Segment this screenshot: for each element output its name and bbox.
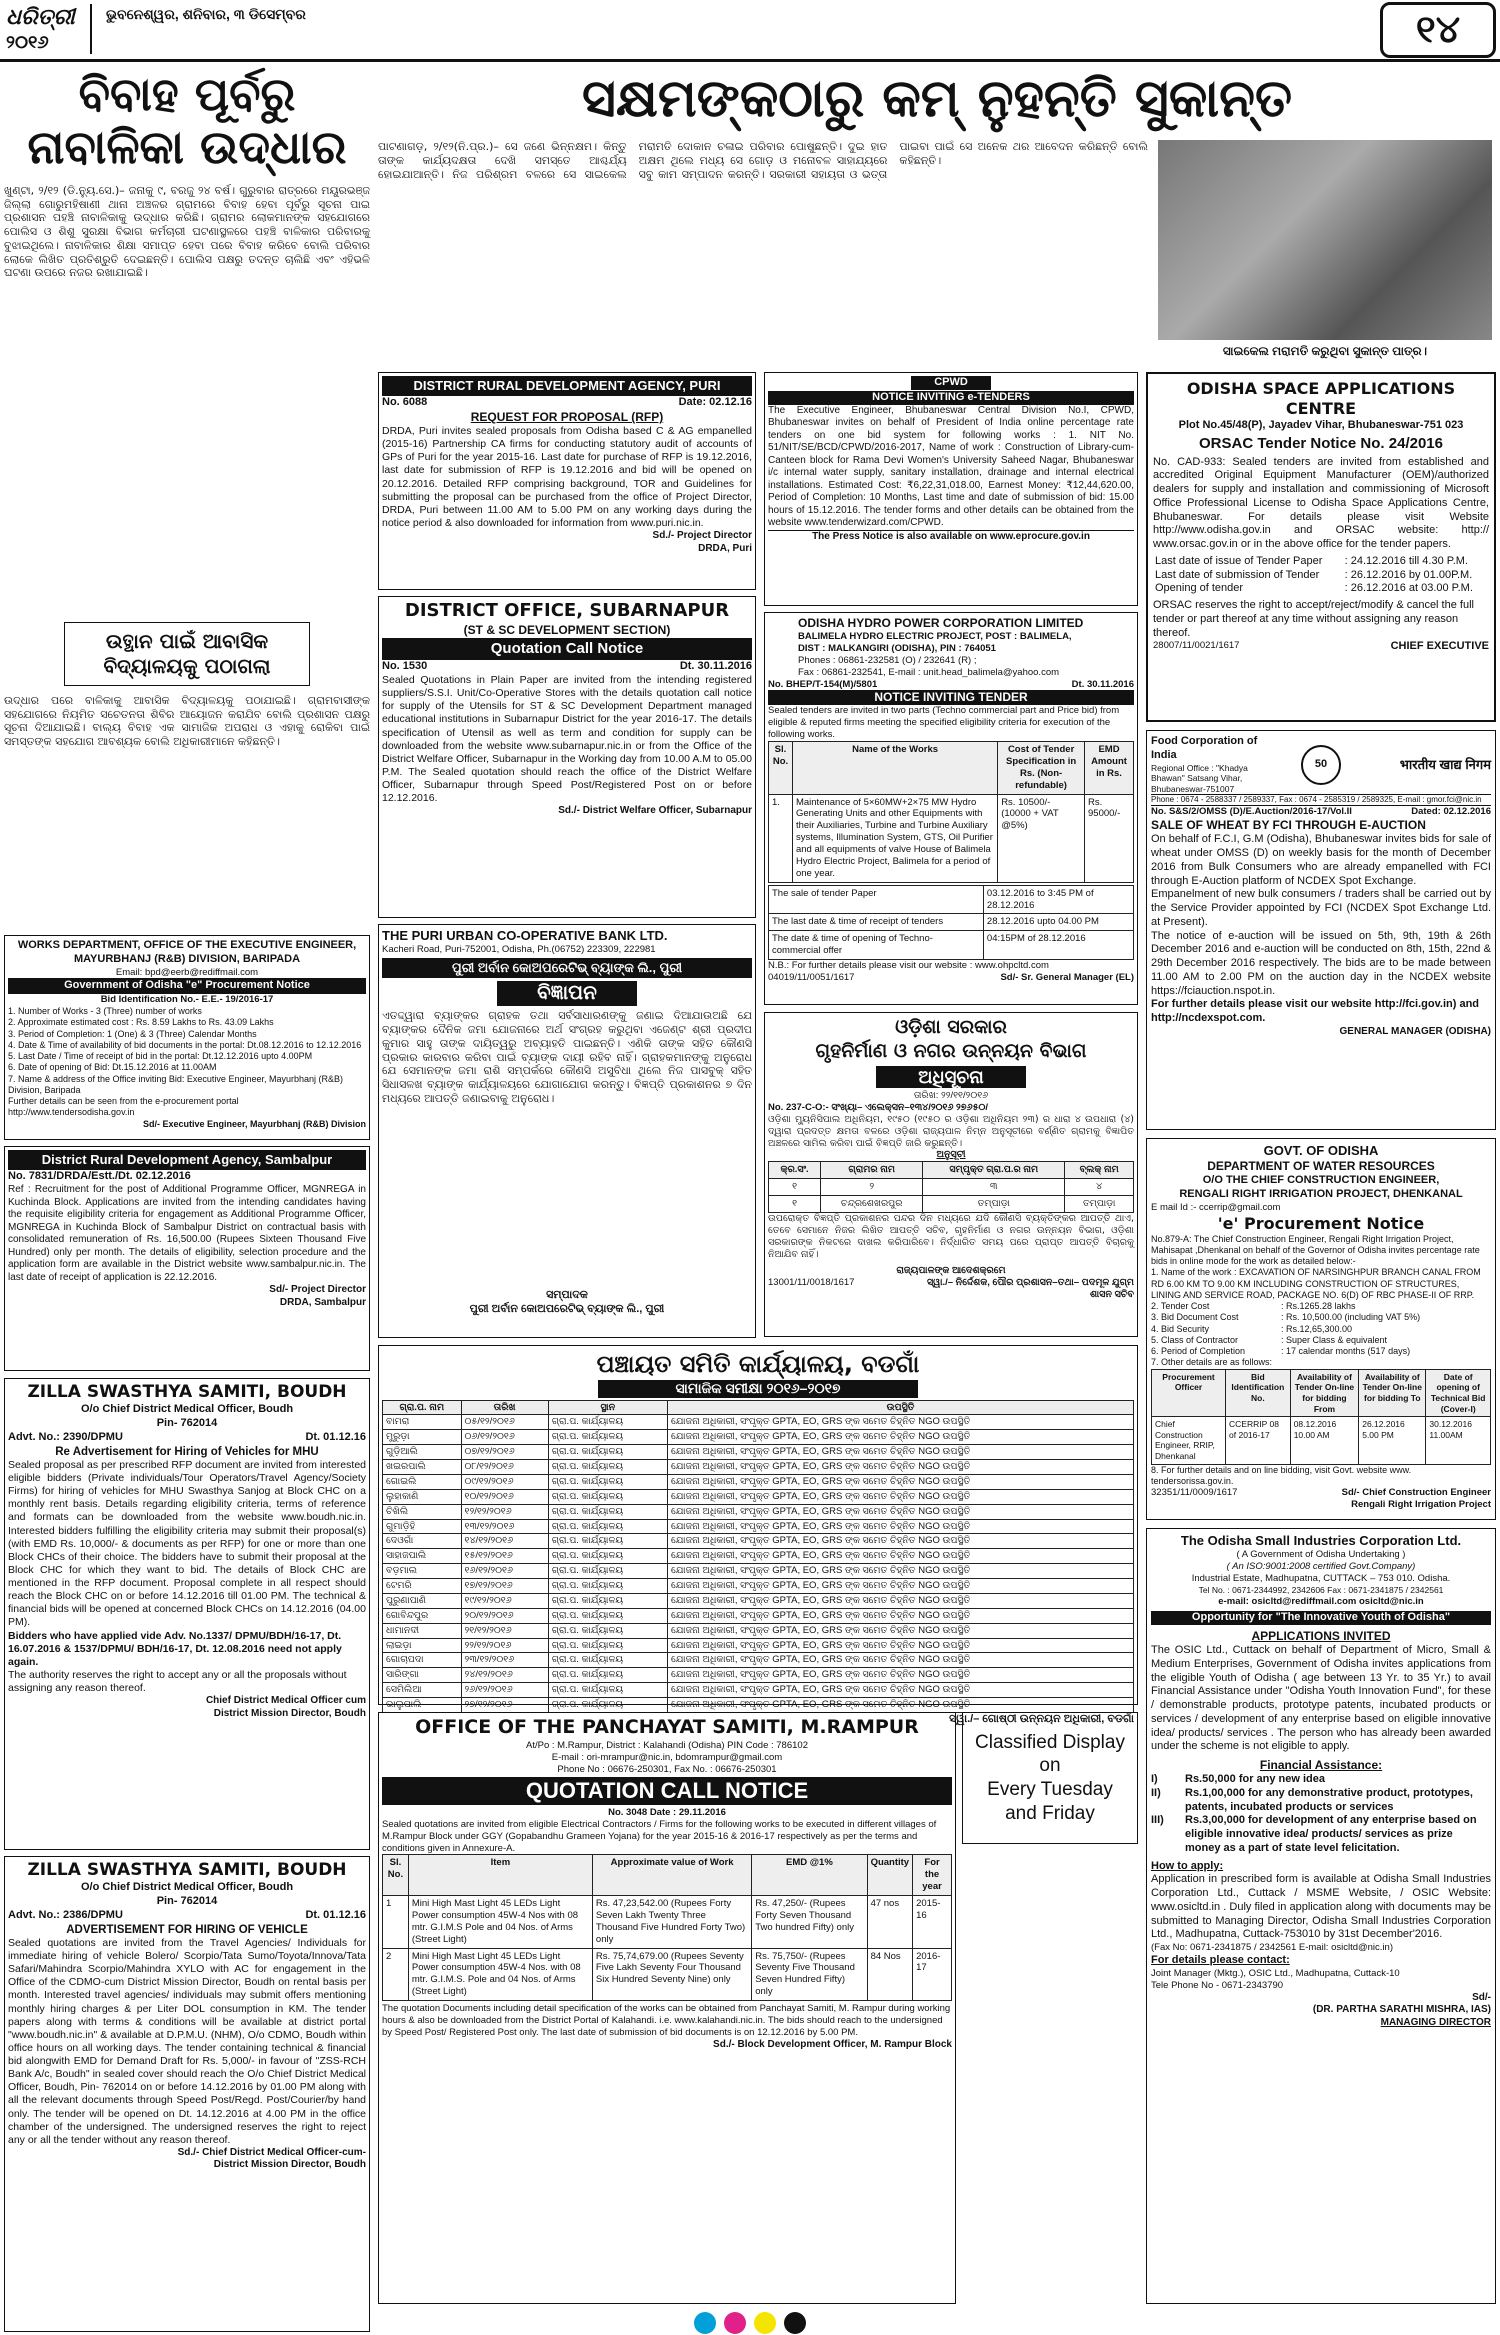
panchayat-cell: ମୁରୁଡ଼ା: [383, 1430, 462, 1445]
ohpc-date-cell: The sale of tender Paper: [769, 885, 984, 914]
mrampur-td: 1: [383, 1896, 409, 1949]
panchayat-cell: ଗୋଇଲି: [383, 1474, 462, 1489]
panchayat-cell: ଚିଖିଲି: [383, 1504, 462, 1519]
osac-date-cell: Last date of issue of Tender Paper: [1155, 554, 1323, 567]
works-line: 3. Period of Completion: 1 (One) & 3 (Three) Calendar Months: [8, 1028, 257, 1039]
ad-drda-sambalpur: District Rural Development Agency, Sambalpur No. 7831/DRDA/Estt./Dt. 02.12.2016 Ref : Recruitment for the post of Additional Programme Officer, MGNREGA in Kuchinda Block. Applications are invited from the intending candidates having the requisite eligibility criteria for engagement as Additional Programme Officer, MGNREGA in Kuchinda Block of Sambalpur District on contractual basis with consolidated remuneration of Rs. 16,500.00 (Rupees Sixteen Thousand Five Hundred) only per month. The details of eligibility, selection procedure and the application form are available in the District website www.sambalpur.nic.in. The last date of receipt of application is 22.12.2016. Sd/- Project Director DRDA, Sambalpur: [4, 1146, 370, 1371]
classified-display-box: Classified Display on Every Tuesday and Friday: [962, 1712, 1138, 1844]
panchayat-cell: ଗ୍ରା.ପ. କାର୍ଯ୍ୟାଳୟ: [548, 1549, 667, 1564]
ad-zss-boudh-2: ZILLA SWASTHYA SAMITI, BOUDH O/o Chief District Medical Officer, Boudh Pin- 762014 Advt. No.: 2386/DPMU Dt. 01.12.16 ADVERTISEMENT FOR HIRING OF VEHICLE Sealed quotations are invited from the Travel Agencies/ Individuals for immediate hiring of vehicle Bolero/ Scorpio/Tata Sumo/Toyota/Innova/Tata Safari/Mahindra Scorpio/Mahindra XYLO with AC for engagement in the Office of the CDMO-cum District Mission Director, Boudh on rental basis per month. Interested travel agencies/ individuals may submit offers mentioning monthly hiring charges & per Liter DOL consumption in KM. The tender papers along with terms & conditions will be available at district portal "www.boudh.nic.in" & available at D.P.M.U. (NHM), O/o CDMO, Boudh within office hours on all working days. The tender containing technical & financial bid alongwith EMD for Demand Draft for Rs. 5,000/- in favour of "ZSS-RCH Bank A/c, Boudh" in sealed cover should reach the O/o Chief District Medical Officer, Boudh, Pin- 762014 on or before 14.12.2016 by 01.00 PM along with all the relevant documents through Speed Post/Regd. Post/Courier/by hand only. The tender will be opened on Dt. 14.12.2016 at 4.00 PM in the office chamber of the undersigned. The undersigned reserves the right to reject any or all the tender without any reason thereof. Sd./- Chief District Medical Officer-cum- District Mission Director, Boudh: [4, 1856, 370, 2332]
panchayat-row: [383, 1698, 1134, 1713]
panchayat-cell: ୨୦/୧୨/୨୦୧୬: [461, 1608, 548, 1623]
panchayat-cell: ସ୍ଥାନ: [548, 1400, 667, 1415]
panchayat-row: [383, 1579, 1134, 1594]
ad-cpwd: CPWD NOTICE INVITING e-TENDERS The Executive Engineer, Bhubaneswar Central Division No.I, CPWD, Bhubaneswar invites on behalf of President of India online percentage rate tenders on one bid system for following works : 1. NIT No. 51/NIT/SE/BCD/CPWD/2016-2017, Name of work : Construction of Library-cum-Canteen block for Rama Devi Women's University Saheed Nagar, Bhubaneswar i/c internal water supply, sanitary installation, drainage and internal electrical installations. Estimated Cost: ₹6,22,31,018.00, Earnest Money: ₹12,44,620.00, Period of Completion: 10 Months, Last time and date of submission of bid: 15.00 hours of 15.12.2016. The tender forms and other details can be obtained from the website www.tenderwizard.com/CPWD. The Press Notice is also available on www.eprocure.gov.in: [764, 372, 1138, 606]
osac-date-cell: : 26.12.2016 by 01.00P.M.: [1344, 568, 1473, 581]
ad-osac: ODISHA SPACE APPLICATIONS CENTRE Plot No.45/48(P), Jayadev Vihar, Bhubaneswar-751 023 ORSAC Tender Notice No. 24/2016 No. CAD-933: Sealed tenders are invited from established and accredited Original Equipment Manufacturer (OEM)/authorized dealers for supply and installation and commissioning of Microsoft Office Professional License to Odisha Space Applications Centre, Bhubaneswar. For details please visit Website http://www.odisha.gov.in and ORSAC website: http:// www.orsac.gov.in or in the above office for the tender papers. Last date of issue of Tender Paper : 24.12.2016 till 4.30 P.M. Last date of submission of Tender : 26.12.2016 by 01.00P.M. Opening of tender : 26.12.2016 at 03.00 P.M. ORSAC reserves the right to accept/reject/modify & cancel the full tender or part thereof at any time without assigning any reason thereof. 28007/11/0021/1617 CHIEF EXECUTIVE: [1146, 372, 1496, 722]
panchayat-cell: ଗୋଚାପଦା: [383, 1653, 462, 1668]
ad-puri-urban-bank: THE PURI URBAN CO-OPERATIVE BANK LTD. Kacheri Road, Puri-752001, Odisha, Ph.(06752) 223309, 222981 ପୁରୀ ଅର୍ବାନ କୋଅପରେଟିଭ୍ ବ୍ୟାଙ୍କ ଲି., ପୁରୀ ବିଜ୍ଞାପନ ଏତଦ୍ଦ୍ୱାରା ବ୍ୟାଙ୍କର ଗ୍ରାହକ ତଥା ସର୍ବସାଧାରଣଙ୍କୁ ଜଣାଇ ଦିଆଯାଉଅଛି ଯେ ବ୍ୟାଙ୍କର ଦୈନିକ ଜମା ଯୋଜନାରେ ଅର୍ଥ ସଂଗ୍ରହ କରୁଥିବା ଏଜେଣ୍ଟ ଶ୍ରୀ ପ୍ରଦୀପ କୁମାର ସାହୁ ତାଙ୍କ ଦାୟିତ୍ୱରୁ ଅବ୍ୟାହତି ପାଇଛନ୍ତି। ଏଣିକି ତାଙ୍କ ସହିତ କୌଣସି ପ୍ରକାର କାରବାର କରିବା ପାଇଁ ବ୍ୟାଙ୍କ ଦାୟୀ ରହିବ ନାହିଁ। ଗ୍ରାହକମାନଙ୍କୁ ଅନୁରୋଧ ଯେ ସେମାନଙ୍କ ଜମା ରାଶି ସମ୍ପର୍କରେ କୌଣସି ଅସୁବିଧା ଥିଲେ ନିଜ ପାସବୁକ୍ ସହିତ ସିଧାସଳଖ ବ୍ୟାଙ୍କ କାର୍ଯ୍ୟାଳୟରେ ଯୋଗାଯୋଗ କରନ୍ତୁ। ବିଜ୍ଞପ୍ତି ପ୍ରକାଶନର ୭ ଦିନ ମଧ୍ୟରେ ଆପତ୍ତି ଜଣାଇବାକୁ ଅନୁରୋଧ। ସମ୍ପାଦକ ପୁରୀ ଅର୍ବାନ କୋଅପରେଟିଭ୍ ବ୍ୟାଙ୍କ ଲି., ପୁରୀ: [378, 924, 756, 1338]
osac-date-cell: : 26.12.2016 at 03.00 P.M.: [1344, 582, 1473, 595]
ohpc-date-cell: 03.12.2016 to 3:45 PM of 28.12.2016: [983, 885, 1133, 914]
panchayat-cell: ଗ୍ରା.ପ. କାର୍ଯ୍ୟାଳୟ: [548, 1489, 667, 1504]
panchayat-cell: ଧାମାନଦୀ: [383, 1623, 462, 1638]
ad-zss-boudh-1: ZILLA SWASTHYA SAMITI, BOUDH O/o Chief District Medical Officer, Boudh Pin- 762014 Advt. No.: 2390/DPMU Dt. 01.12.16 Re Advertisement for Hiring of Vehicles for MHU Sealed proposal as per prescribed RFP document are invited from interested eligible bidders (Private individuals/Tour Operators/Travel Agency/Society Firms) for hiring of vehicles for MHU Swasthya Sanjog at Block CHC on a monthly rent basis. Details regarding eligibility criteria, terms of reference and formats can be downloaded from the website www.boudh.nic.in. Interested bidders fulfilling the eligibility criteria may submit their proposal(s) (with EMD Rs. 10,000/- & documents as per RFP) for one or more than one Block CHCs of their choice. The bidders have to submit their proposal at the Block CHC for which they want to bid. The details of Block CHC are mentioned in the RFP document. Proposal complete in all respect should reach the Block CHC on or before 14.12.2016 till 01.00 PM. The technical & financial bids will be opened at concerned Block CHCs on 14.12.2016 (04.00 PM). Bidders who have applied vide Adv. No.1337/ DPMU/BDH/16-17, Dt. 16.07.2016 & 1537/DPMU/ BDH/16-17, Dt. 12.08.2016 need not apply again. The authority reserves the right to accept any or all the proposals without assigning any reason thereof. Chief District Medical Officer cum District Mission Director, Boudh: [4, 1378, 370, 1850]
panchayat-cell: ୦୮/୧୨/୨୦୧୬: [461, 1460, 548, 1475]
water-item-value: : Super Class & equivalent: [1281, 1334, 1388, 1345]
panchayat-cell: ଯୋଜନା ଅଧିକାରୀ, ସଂପୃକ୍ତ GPTA, EO, GRS ଙ୍କ ସମେତ ଚିହ୍ନିତ NGO ଉପସ୍ଥିତି: [668, 1519, 1134, 1534]
panchayat-cell: ଖଇରପାଲି: [383, 1460, 462, 1475]
panchayat-cell: ଦେଓଗାଁ: [383, 1534, 462, 1549]
story-child-marriage: [4, 68, 370, 928]
mrampur-td: Rs. 75,750/- (Rupees Seventy Five Thousand Seven Hundred Fifty) only: [752, 1948, 867, 2001]
panchayat-row: [383, 1504, 1134, 1519]
panchayat-cell: ଗ୍ରା.ପ. କାର୍ଯ୍ୟାଳୟ: [548, 1460, 667, 1475]
ohpc-date-cell: 28.12.2016 upto 04.00 PM: [983, 914, 1133, 931]
water-item-label: 4. Bid Security: [1151, 1323, 1210, 1334]
black-dot: [784, 2312, 806, 2334]
ad-fci: Food Corporation of India Regional Office : "Khadya Bhawan" Satsang Vihar, Bhubaneswar-751007 50 भारतीय खाद्य निगम Phone : 0674 - 2588337 / 2589337, Fax : 0674 - 2585319 / 2589325, E-mail : gmor.fci@nic.in No. S&S/2/OMSS (D)/E.Auction/2016-17/Vol.II Dated: 02.12.2016 SALE OF WHEAT BY FCI THROUGH E-AUCTION On behalf of F.C.I, G.M (Odisha), Bhubaneswar invites bids for sale of wheat under OMSS (D) on weekly basis for the month of December 2016 from Bulk Consumers who are already empanelled with FCI through E-Auction platform of NCDEX Spot Exchange. Empanelment of new bulk consumers / traders shall be carried out by the Service Provider appointed by FCI (NCDEX Spot Exchange Ltd. at Present). The notice of e-auction will be issued on 5th, 9th, 19th & 26th December 2016 and e-auction will be conducted on 8th, 15th, 22nd & 29th December 2016 respectively. The bids are to be made between 11.00 AM to 2.00 PM on the auction day in the NCDEX website https://fciauction.nspot.in. For further details please visit our website http://fci.gov.in) and http://ncdexspot.com. GENERAL MANAGER (ODISHA): [1146, 730, 1496, 1130]
story1-headline: ବିବାହ ପୂର୍ବରୁ ନାବାଳିକା ଉଦ୍ଧାର: [27, 67, 347, 174]
panchayat-cell: ଗ୍ରା.ପ. କାର୍ଯ୍ୟାଳୟ: [548, 1638, 667, 1653]
osac-date-row: [1153, 569, 1489, 583]
panchayat-cell: ଗ୍ରା.ପ. କାର୍ଯ୍ୟାଳୟ: [548, 1415, 667, 1430]
story1-body2: ଉଦ୍ଧାର ପରେ ବାଳିକାକୁ ଆବାସିକ ବିଦ୍ୟାଳୟକୁ ପଠାଯାଇଛି। ଗ୍ରାମବାସୀଙ୍କ ସହଯୋଗରେ ନିୟମିତ ସଚେତନତା ଶିବିର ଆୟୋଜନ କରାଯିବ ବୋଲି ପ୍ରଶାସନ ପକ୍ଷରୁ ସୂଚନା ଦିଆଯାଇଛି। ବାଲ୍ୟ ବିବାହ ଏକ ସାମାଜିକ ଅପରାଧ ଓ ଏହାକୁ ରୋକିବା ପାଇଁ ସମସ୍ତଙ୍କ ସହଯୋଗ ଆବଶ୍ୟକ ବୋଲି ଅଧିକାରୀମାନେ କହିଛନ୍ତି।: [4, 693, 370, 749]
osic-fin-num: I): [1151, 1773, 1158, 1786]
panchayat-cell: ଗ୍ରା.ପ. କାର୍ଯ୍ୟାଳୟ: [548, 1668, 667, 1683]
water-item: [1151, 1335, 1491, 1346]
water-th: Availability of Tender On-line for bidding To: [1359, 1369, 1426, 1417]
works-line: 5. Last Date / Time of receipt of bid in the portal: Dt.12.12.2016 upto 4.00PM: [8, 1051, 313, 1061]
ohpc-table: [768, 741, 1134, 883]
ohpc-date-row: [769, 914, 1134, 931]
panchayat-cell: ଗ୍ରା.ପ. କାର୍ଯ୍ୟାଳୟ: [548, 1608, 667, 1623]
osic-fin-item: [1151, 1773, 1491, 1787]
ohpc-date-row: [769, 931, 1134, 960]
mrampur-td: Rs. 47,23,542.00 (Rupees Forty Seven Lakh Twenty Three Thousand Five Hundred Forty Two) only: [592, 1896, 751, 1949]
panchayat-cell: ଯୋଜନା ଅଧିକାରୀ, ସଂପୃକ୍ତ GPTA, EO, GRS ଙ୍କ ସମେତ ଚିହ୍ନିତ NGO ଉପସ୍ଥିତି: [668, 1698, 1134, 1713]
govt-num-row: [769, 1179, 1134, 1196]
mrampur-th: EMD @1%: [752, 1855, 867, 1896]
panchayat-cell: ଗୋବିନ୍ଦପୁର: [383, 1608, 462, 1623]
panchayat-cell: ଗ୍ରା.ପ. ନାମ: [383, 1400, 462, 1415]
water-th: Date of opening of Technical Bid (Cover-I): [1426, 1369, 1491, 1417]
panchayat-cell: ଯୋଜନା ଅଧିକାରୀ, ସଂପୃକ୍ତ GPTA, EO, GRS ଙ୍କ ସମେତ ଚିହ୍ନିତ NGO ଉପସ୍ଥିତି: [668, 1668, 1134, 1683]
ad-drda-puri: DISTRICT RURAL DEVELOPMENT AGENCY, PURI No. 6088 Date: 02.12.16 REQUEST FOR PROPOSAL (RFP) DRDA, Puri invites sealed proposals from Odisha based C & AG empanelled (2015-16) Partnership CA firms for conducting statutory audit of accounts of GPs of Puri for the year 2015-16. Last date for purchase of RFP is 19.12.2016, last date for submission of RFP is 19.12.2016 and bid will be opened on 20.12.2016. Detailed RFP comprising background, TOR and Guidelines for submitting the proposal can be purchased from the office of Project Director, DRDA, Puri between 11.00 AM to 5.00 PM on any working days during the notice period & also downloaded for information from www.puri.nic.in. Sd./- Project Director DRDA, Puri: [378, 372, 756, 590]
panchayat-cell: ପୁରୁଣାପାଣି: [383, 1593, 462, 1608]
page-number: ୧୪: [1380, 2, 1496, 58]
mrampur-table: [382, 1854, 952, 2001]
panchayat-cell: ଯୋଜନା ଅଧିକାରୀ, ସଂପୃକ୍ତ GPTA, EO, GRS ଙ୍କ ସମେତ ଚିହ୍ନିତ NGO ଉପସ୍ଥିତି: [668, 1534, 1134, 1549]
ohpc-th: Name of the Works: [792, 742, 997, 795]
panchayat-cell: ଉପସ୍ଥିତି: [668, 1400, 1134, 1415]
works-line: 2. Approximate estimated cost : Rs. 8.59 Lakhs to Rs. 43.09 Lakhs: [8, 1017, 274, 1028]
water-item-value: : Rs.1265.28 lakhs: [1281, 1301, 1356, 1312]
works-line: 1. Number of Works - 3 (Three) number of works: [8, 1006, 202, 1016]
ohpc-date-row: [769, 885, 1134, 914]
ad-subarnapur: DISTRICT OFFICE, SUBARNAPUR (ST & SC DEVELOPMENT SECTION) Quotation Call Notice No. 1530 Dt. 30.11.2016 Sealed Quotations in Plain Paper are invited from the intending registered suppliers/S.S.I. Unit/Co-Operative Stores with the details quotation call notice for supply of the Utensils for ST & SC Development Department managed educational institutions in Subarnapur District for the year 2016-17. The details specification of Utensil as well as term and condition for supply can be downloaded from the website www.subarnapur.nic.in or from the Office of the District Welfare Officer, Subarnapur in the Working day from 10.00 A.M to 05.00 P.M. The Sealed quotation should reach the office of the District Welfare Officer, Subarnapur through Speed Post/Registered Post on or before 12.12.2016. Sd./- District Welfare Officer, Subarnapur: [378, 596, 756, 918]
mrampur-th: Sl. No.: [383, 1855, 409, 1896]
osic-fin-text: Rs.3,00,000 for development of any enterprise based on eligible innovative idea/ products/ services as prize money as a part of state level felicitation.: [1185, 1814, 1477, 1854]
osic-fin-list: [1151, 1773, 1491, 1856]
water-item-value: : 17 calendar months (517 days): [1281, 1346, 1411, 1357]
panchayat-row: [383, 1445, 1134, 1460]
ad-mrampur: OFFICE OF THE PANCHAYAT SAMITI, M.RAMPUR At/Po : M.Rampur, District : Kalahandi (Odisha) PIN Code : 786102 E-mail : ori-mrampur@nic.in, bdomrampur@gmail.com Phone No : 06676-250301, Fax No. : 06676-250301 QUOTATION CALL NOTICE No. 3048 Date : 29.11.2016 Sealed quotations are invited from eligible Electrical Contractors / Firms for the following works to be executed in different villages of M.Rampur Block under GGY (Gopabandhu Grameen Yojana) for the year 2015-16 & 2016-17 respectively as per the terms and conditions given in Annexure-A. Sl. No. Item Approximate value of Work EMD @1% Quantity For the year 1 Mini High Mast Light 45 LEDs Light Power consumption 45W-4 Nos with 08 mtr. G.I.M.S Pole and 04 Nos. of Arms (Street Light) Rs. 47,23,542.00 (Rupees Forty Seven Lakh Twenty Three Thousand Five Hundred Forty Two) only Rs. 47,250/- (Rupees Forty Seven Thousand Two hundred Fifty) only 47 nos 2015-16 2 Mini High Mast Light 45 LEDs Light Power consumption 45W-4 Nos. with 08 mtr. G.I.M.S. Pole and 04 Nos. of Arms (Street Light) Rs. 75,74,679.00 (Rupees Seventy Five Lakh Seventy Four Thousand Six Hundred Seventy Nine) only Rs. 75,750/- (Rupees Seventy Five Thousand Seven Hundred Fifty) only 84 Nos 2016-17 The quotation Documents including detail specification of the works can be obtained from Panchayat Samiti, M. Rampur during working hours & also be downloaded from the District Portal of Kalahandi. i.e. www.kalahandi.nic.in. The bids should reach to the undersigned by Speed Post/ Registered Post only. The last date of submission of bid documents is on 12.12.2016 by 5.00 PM. Sd./- Block Development Officer, M. Rampur Block: [378, 1712, 956, 2304]
panchayat-cell: ୨୪/୧୨/୨୦୧୬: [461, 1668, 548, 1683]
govt-td: ତମ୍ପାଡ଼ା: [923, 1196, 1065, 1213]
water-row: [1152, 1417, 1491, 1465]
osic-fin-item: [1151, 1787, 1491, 1815]
govt-th: ସମ୍ପୃକ୍ତ ଗ୍ରା.ପ.ର ନାମ: [923, 1162, 1065, 1179]
works-line: 4. Date & Time of availability of bid documents in the portal: Dt.08.12.2016 to 12.12.2016: [8, 1039, 362, 1050]
panchayat-cell: ଯୋଜନା ଅଧିକାରୀ, ସଂପୃକ୍ତ GPTA, EO, GRS ଙ୍କ ସମେତ ଚିହ୍ନିତ NGO ଉପସ୍ଥିତି: [668, 1445, 1134, 1460]
water-th: Procurement Officer: [1152, 1369, 1226, 1417]
panchayat-row: [383, 1430, 1134, 1445]
panchayat-cell: ଯୋଜନା ଅଧିକାରୀ, ସଂପୃକ୍ତ GPTA, EO, GRS ଙ୍କ ସମେତ ଚିହ୍ନିତ NGO ଉପସ୍ଥିତି: [668, 1474, 1134, 1489]
panchayat-cell: ଯୋଜନା ଅଧିକାରୀ, ସଂପୃକ୍ତ GPTA, EO, GRS ଙ୍କ ସମେତ ଚିହ୍ନିତ NGO ଉପସ୍ଥିତି: [668, 1415, 1134, 1430]
panchayat-cell: ଗ୍ରା.ପ. କାର୍ଯ୍ୟାଳୟ: [548, 1504, 667, 1519]
panchayat-cell: ଗ୍ରା.ପ. କାର୍ଯ୍ୟାଳୟ: [548, 1519, 667, 1534]
govt-th: ଗ୍ରାମର ନାମ: [821, 1162, 923, 1179]
panchayat-row: [383, 1653, 1134, 1668]
panchayat-cell: ୨୬/୧୨/୨୦୧୬: [461, 1683, 548, 1698]
water-item-label: 2. Tender Cost: [1151, 1301, 1210, 1312]
govt-td: ୪: [1065, 1179, 1134, 1196]
ohpc-date-cell: 04:15PM of 28.12.2016: [983, 931, 1133, 960]
panchayat-cell: ଯୋଜନା ଅଧିକାରୀ, ସଂପୃକ୍ତ GPTA, EO, GRS ଙ୍କ ସମେତ ଚିହ୍ନିତ NGO ଉପସ୍ଥିତି: [668, 1489, 1134, 1504]
water-item: [1151, 1324, 1491, 1335]
panchayat-cell: ଯୋଜନା ଅଧିକାରୀ, ସଂପୃକ୍ତ GPTA, EO, GRS ଙ୍କ ସମେତ ଚିହ୍ନିତ NGO ଉପସ୍ଥିତି: [668, 1653, 1134, 1668]
panchayat-cell: ଯୋଜନା ଅଧିକାରୀ, ସଂପୃକ୍ତ GPTA, EO, GRS ଙ୍କ ସମେତ ଚିହ୍ନିତ NGO ଉପସ୍ଥିତି: [668, 1638, 1134, 1653]
govt-td: ୧: [769, 1179, 821, 1196]
govt-td: ୨: [821, 1179, 923, 1196]
panchayat-row: [383, 1608, 1134, 1623]
works-line: 6. Date of opening of Bid: Dt.15.12.2016 at 11.00AM: [8, 1062, 217, 1073]
panchayat-table: [382, 1400, 1134, 1713]
panchayat-cell: ଗ୍ରା.ପ. କାର୍ଯ୍ୟାଳୟ: [548, 1564, 667, 1579]
mrampur-td: Rs. 47,250/- (Rupees Forty Seven Thousand Two hundred Fifty) only: [752, 1896, 867, 1949]
mrampur-td: Mini High Mast Light 45 LEDs Light Power consumption 45W-4 Nos with 08 mtr. G.I.M.S Pole and 04 Nos. of Arms (Street Light): [408, 1896, 592, 1949]
panchayat-row: [383, 1489, 1134, 1504]
mrampur-td: 47 nos: [867, 1896, 913, 1949]
mrampur-td: 2015-16: [913, 1896, 952, 1949]
govt-td: ଚନ୍ଦ୍ରଶେଖରପୁର: [821, 1196, 923, 1213]
water-item: [1151, 1346, 1491, 1357]
panchayat-cell: ଯୋଜନା ଅଧିକାରୀ, ସଂପୃକ୍ତ GPTA, EO, GRS ଙ୍କ ସମେତ ଚିହ୍ନିତ NGO ଉପସ୍ଥିତି: [668, 1504, 1134, 1519]
water-td: 26.12.2016 5.00 PM: [1359, 1417, 1426, 1465]
panchayat-cell: ଗ୍ରା.ପ. କାର୍ଯ୍ୟାଳୟ: [548, 1653, 667, 1668]
registration-marks: [0, 2310, 1500, 2335]
panchayat-cell: ଯୋଜନା ଅଧିକାରୀ, ସଂପୃକ୍ତ GPTA, EO, GRS ଙ୍କ ସମେତ ଚିହ୍ନିତ NGO ଉପସ୍ଥିତି: [668, 1623, 1134, 1638]
panchayat-cell: ଯୋଜନା ଅଧିକାରୀ, ସଂପୃକ୍ତ GPTA, EO, GRS ଙ୍କ ସମେତ ଚିହ୍ନିତ NGO ଉପସ୍ଥିତି: [668, 1549, 1134, 1564]
water-item-value: : Rs. 10,500.00 (including VAT 5%): [1281, 1312, 1421, 1323]
panchayat-cell: ୨୩/୧୨/୨୦୧୬: [461, 1653, 548, 1668]
panchayat-cell: ୧୩/୧୨/୨୦୧୬: [461, 1519, 548, 1534]
osic-fin-item: [1151, 1814, 1491, 1855]
mrampur-td: Rs. 75,74,679.00 (Rupees Seventy Five Lakh Seventy Four Thousand Six Hundred Seventy Nine) only: [592, 1948, 751, 2001]
ohpc-th: Cost of Tender Specification in Rs. (Non-refundable): [998, 742, 1085, 795]
panchayat-cell: ଗ୍ରା.ପ. କାର୍ଯ୍ୟାଳୟ: [548, 1683, 667, 1698]
works-list: [8, 1006, 366, 1119]
story2-photo: [1158, 140, 1492, 340]
water-td: 08.12.2016 10.00 AM: [1290, 1417, 1359, 1465]
ohpc-td: Rs. 10500/- (10000 + VAT @5%): [998, 794, 1085, 882]
mrampur-th: Quantity: [867, 1855, 913, 1896]
water-item-value: : Rs.12,65,300.00: [1281, 1323, 1353, 1334]
panchayat-cell: ଯୋଜନା ଅଧିକାରୀ, ସଂପୃକ୍ତ GPTA, EO, GRS ଙ୍କ ସମେତ ଚିହ୍ନିତ NGO ଉପସ୍ଥିତି: [668, 1579, 1134, 1594]
panchayat-row: [383, 1474, 1134, 1489]
mrampur-td: 84 Nos: [867, 1948, 913, 2001]
panchayat-cell: ଯୋଜନା ଅଧିକାରୀ, ସଂପୃକ୍ତ GPTA, EO, GRS ଙ୍କ ସମେତ ଚିହ୍ନିତ NGO ଉପସ୍ଥିତି: [668, 1608, 1134, 1623]
panchayat-row: [383, 1400, 1134, 1415]
story1-callout: ଉତ୍ଥାନ ପାଇଁ ଆବାସିକ ବିଦ୍ୟାଳୟକୁ ପଠାଗଲା: [64, 622, 310, 686]
mrampur-td: 2016-17: [913, 1948, 952, 2001]
panchayat-cell: ୦୬/୧୨/୨୦୧୬: [461, 1430, 548, 1445]
panchayat-cell: ବାମରା: [383, 1415, 462, 1430]
panchayat-cell: ୧୯/୧୨/୨୦୧୬: [461, 1593, 548, 1608]
water-head-row: [1152, 1369, 1491, 1417]
govt-td: ତମ୍ପାଡ଼ା: [1065, 1196, 1134, 1213]
ad-panchayat-badagaon: ପଞ୍ଚାୟତ ସମିତି କାର୍ଯ୍ୟାଳୟ, ବଡଗାଁ ସାମାଜିକ ସମୀକ୍ଷା ୨୦୧୬–୨୦୧୭ ଗ୍ରା.ପ. ନାମ ତାରିଖ ସ୍ଥାନ ଉପସ୍ଥିତି ବାମରା ୦୫/୧୨/୨୦୧୬ ଗ୍ରା.ପ. କାର୍ଯ୍ୟାଳୟ ଯୋଜନା ଅଧିକାରୀ, ସଂପୃକ୍ତ GPTA, EO, GRS ଙ୍କ ସମେତ ଚିହ୍ନିତ NGO ଉପସ୍ଥିତି ମୁରୁଡ଼ା ୦୬/୧୨/୨୦୧୬ ଗ୍ରା.ପ. କାର୍ଯ୍ୟାଳୟ ଯୋଜନା ଅଧିକାରୀ, ସଂପୃକ୍ତ GPTA, EO, GRS ଙ୍କ ସମେତ ଚିହ୍ନିତ NGO ଉପସ୍ଥିତି ଗୁଡ଼ିଆଲି ୦୭/୧୨/୨୦୧୬ ଗ୍ରା.ପ. କାର୍ଯ୍ୟାଳୟ ଯୋଜନା ଅଧିକାରୀ, ସଂପୃକ୍ତ GPTA, EO, GRS ଙ୍କ ସମେତ ଚିହ୍ନିତ NGO ଉପସ୍ଥିତି ଖଇରପାଲି ୦୮/୧୨/୨୦୧୬ ଗ୍ରା.ପ. କାର୍ଯ୍ୟାଳୟ ଯୋଜନା ଅଧିକାରୀ, ସଂପୃକ୍ତ GPTA, EO, GRS ଙ୍କ ସମେତ ଚିହ୍ନିତ NGO ଉପସ୍ଥିତି ଗୋଇଲି ୦୯/୧୨/୨୦୧୬ ଗ୍ରା.ପ. କାର୍ଯ୍ୟାଳୟ ଯୋଜନା ଅଧିକାରୀ, ସଂପୃକ୍ତ GPTA, EO, GRS ଙ୍କ ସମେତ ଚିହ୍ନିତ NGO ଉପସ୍ଥିତି ଲୁହାକାଣି ୧୦/୧୨/୨୦୧୬ ଗ୍ରା.ପ. କାର୍ଯ୍ୟାଳୟ ଯୋଜନା ଅଧିକାରୀ, ସଂପୃକ୍ତ GPTA, EO, GRS ଙ୍କ ସମେତ ଚିହ୍ନିତ NGO ଉପସ୍ଥିତି ଚିଖିଲି ୧୨/୧୨/୨୦୧୬ ଗ୍ରା.ପ. କାର୍ଯ୍ୟାଳୟ ଯୋଜନା ଅଧିକାରୀ, ସଂପୃକ୍ତ GPTA, EO, GRS ଙ୍କ ସମେତ ଚିହ୍ନିତ NGO ଉପସ୍ଥିତି ଗୁମାଡ଼ିହି ୧୩/୧୨/୨୦୧୬ ଗ୍ରା.ପ. କାର୍ଯ୍ୟାଳୟ ଯୋଜନା ଅଧିକାରୀ, ସଂପୃକ୍ତ GPTA, EO, GRS ଙ୍କ ସମେତ ଚିହ୍ନିତ NGO ଉପସ୍ଥିତି ଦେଓଗାଁ ୧୪/୧୨/୨୦୧୬ ଗ୍ରା.ପ. କାର୍ଯ୍ୟାଳୟ ଯୋଜନା ଅଧିକାରୀ, ସଂପୃକ୍ତ GPTA, EO, GRS ଙ୍କ ସମେତ ଚିହ୍ନିତ NGO ଉପସ୍ଥିତି ସାହାଜପାଲି ୧୫/୧୨/୨୦୧୬ ଗ୍ରା.ପ. କାର୍ଯ୍ୟାଳୟ ଯୋଜନା ଅଧିକାରୀ, ସଂପୃକ୍ତ GPTA, EO, GRS ଙ୍କ ସମେତ ଚିହ୍ନିତ NGO ଉପସ୍ଥିତି ବଡ଼ମାଲ ୧୬/୧୨/୨୦୧୬ ଗ୍ରା.ପ. କାର୍ଯ୍ୟାଳୟ ଯୋଜନା ଅଧିକାରୀ, ସଂପୃକ୍ତ GPTA, EO, GRS ଙ୍କ ସମେତ ଚିହ୍ନିତ NGO ଉପସ୍ଥିତି ଟେମରି ୧୭/୧୨/୨୦୧୬ ଗ୍ରା.ପ. କାର୍ଯ୍ୟାଳୟ ଯୋଜନା ଅଧିକାରୀ, ସଂପୃକ୍ତ GPTA, EO, GRS ଙ୍କ ସମେତ ଚିହ୍ନିତ NGO ଉପସ୍ଥିତି ପୁରୁଣାପାଣି ୧୯/୧୨/୨୦୧୬ ଗ୍ରା.ପ. କାର୍ଯ୍ୟାଳୟ ଯୋଜନା ଅଧିକାରୀ, ସଂପୃକ୍ତ GPTA, EO, GRS ଙ୍କ ସମେତ ଚିହ୍ନିତ NGO ଉପସ୍ଥିତି ଗୋବିନ୍ଦପୁର ୨୦/୧୨/୨୦୧୬ ଗ୍ରା.ପ. କାର୍ଯ୍ୟାଳୟ ଯୋଜନା ଅଧିକାରୀ, ସଂପୃକ୍ତ GPTA, EO, GRS ଙ୍କ ସମେତ ଚିହ୍ନିତ NGO ଉପସ୍ଥିତି ଧାମାନଦୀ ୨୧/୧୨/୨୦୧୬ ଗ୍ରା.ପ. କାର୍ଯ୍ୟାଳୟ ଯୋଜନା ଅଧିକାରୀ, ସଂପୃକ୍ତ GPTA, EO, GRS ଙ୍କ ସମେତ ଚିହ୍ନିତ NGO ଉପସ୍ଥିତି ଲାଇଡ଼ା ୨୨/୧୨/୨୦୧୬ ଗ୍ରା.ପ. କାର୍ଯ୍ୟାଳୟ ଯୋଜନା ଅଧିକାରୀ, ସଂପୃକ୍ତ GPTA, EO, GRS ଙ୍କ ସମେତ ଚିହ୍ନିତ NGO ଉପସ୍ଥିତି ଗୋଚାପଦା ୨୩/୧୨/୨୦୧୬ ଗ୍ରା.ପ. କାର୍ଯ୍ୟାଳୟ ଯୋଜନା ଅଧିକାରୀ, ସଂପୃକ୍ତ GPTA, EO, GRS ଙ୍କ ସମେତ ଚିହ୍ନିତ NGO ଉପସ୍ଥିତି ସାରିଙ୍ଗା ୨୪/୧୨/୨୦୧୬ ଗ୍ରା.ପ. କାର୍ଯ୍ୟାଳୟ ଯୋଜନା ଅଧିକାରୀ, ସଂପୃକ୍ତ GPTA, EO, GRS ଙ୍କ ସମେତ ଚିହ୍ନିତ NGO ଉପସ୍ଥିତି ସେମିଲିଆ ୨୬/୧୨/୨୦୧୬ ଗ୍ରା.ପ. କାର୍ଯ୍ୟାଳୟ ଯୋଜନା ଅଧିକାରୀ, ସଂପୃକ୍ତ GPTA, EO, GRS ଙ୍କ ସମେତ ଚିହ୍ନିତ NGO ଉପସ୍ଥିତି ଭାଲୁପାଲି ୨୭/୧୨/୨୦୧୬ ଗ୍ରା.ପ. କାର୍ଯ୍ୟାଳୟ ଯୋଜନା ଅଧିକାରୀ, ସଂପୃକ୍ତ GPTA, EO, GRS ଙ୍କ ସମେତ ଚିହ୍ନିତ NGO ଉପସ୍ଥିତି ସ୍ୱା./– ଗୋଷ୍ଠୀ ଉନ୍ନୟନ ଅଧିକାରୀ, ବଡଗାଁ: [378, 1345, 1138, 1705]
water-th: Bid Identification No.: [1226, 1369, 1291, 1417]
ad-ohpc: ODISHA HYDRO POWER CORPORATION LIMITED BALIMELA HYDRO ELECTRIC PROJECT, POST : BALIMELA, DIST : MALKANGIRI (ODISHA), PIN : 764051 Phones : 06861-232581 (O) / 232641 (R) ; Fax : 06861-232541, E-mail : unit.head_balimela@yahoo.com No. BHEP/T-154(M)/5801 Dt. 30.11.2016 NOTICE INVITING TENDER Sealed tenders are invited in two parts (Techno commercial part and Price bid) from eligible & reputed firms meeting the specified eligibility criteria for execution of the following works. Sl. No. Name of the Works Cost of Tender Specification in Rs. (Non-refundable) EMD Amount in Rs. 1. Maintenance of 5×60MW+2×75 MW Hydro Generating Units and other Equipments with their Auxiliaries, Turbine and Turbine Auxiliary systems, Illumination System, GTS, Oil Purifier and all equipments of valve House of Balimela Hydro Electric Project, Balimela for a period of one year. Rs. 10500/- (10000 + VAT @5%) Rs. 95000/- The sale of tender Paper 03.12.2016 to 3:45 PM of 28.12.2016 The last date & time of receipt of tenders 28.12.2016 upto 04.00 PM The date & time of opening of Techno-commercial offer 04:15PM of 28.12.2016 N.B.: For further details please visit our website : www.ohpcltd.com 04019/11/0051/1617 Sd/- Sr. General Manager (EL): [764, 612, 1138, 1005]
osac-date-cell: Last date of submission of Tender: [1155, 568, 1320, 581]
panchayat-cell: ଗ୍ରା.ପ. କାର୍ଯ୍ୟାଳୟ: [548, 1623, 667, 1638]
water-item: [1151, 1312, 1491, 1323]
panchayat-cell: ସେମିଲିଆ: [383, 1683, 462, 1698]
panchayat-cell: ଗ୍ରା.ପ. କାର୍ଯ୍ୟାଳୟ: [548, 1593, 667, 1608]
panchayat-cell: ୨୧/୧୨/୨୦୧୬: [461, 1623, 548, 1638]
govt-td: ୩: [923, 1179, 1065, 1196]
panchayat-row: [383, 1638, 1134, 1653]
govt-data-row: [769, 1196, 1134, 1213]
osic-fin-text: Rs.50,000 for any new idea: [1185, 1773, 1326, 1786]
works-line: 7. Name & address of the Office inviting Bid: Executive Engineer, Mayurbhanj (R&B) Division, Baripada: [8, 1073, 343, 1095]
panchayat-row: [383, 1623, 1134, 1638]
mrampur-row: [383, 1948, 952, 2001]
osac-date-row: [1153, 582, 1489, 596]
govt-th: ବ୍ଲକ୍ ନାମ: [1065, 1162, 1134, 1179]
panchayat-cell: ଯୋଜନା ଅଧିକାରୀ, ସଂପୃକ୍ତ GPTA, EO, GRS ଙ୍କ ସମେତ ଚିହ୍ନିତ NGO ଉପସ୍ଥିତି: [668, 1460, 1134, 1475]
panchayat-cell: ଗ୍ରା.ପ. କାର୍ଯ୍ୟାଳୟ: [548, 1698, 667, 1713]
panchayat-cell: ୦୫/୧୨/୨୦୧୬: [461, 1415, 548, 1430]
fci-50-logo: 50: [1301, 745, 1341, 785]
masthead-logo: ଧରିତ୍ରୀ ୨୦୧୬: [6, 5, 75, 53]
panchayat-row: [383, 1668, 1134, 1683]
magenta-dot: [724, 2312, 746, 2334]
panchayat-row: [383, 1460, 1134, 1475]
panchayat-cell: ବଡ଼ମାଲ: [383, 1564, 462, 1579]
panchayat-cell: ୧୫/୧୨/୨୦୧୬: [461, 1549, 548, 1564]
water-list: [1151, 1301, 1491, 1357]
osic-fin-num: II): [1151, 1786, 1161, 1799]
water-th: Availability of Tender On-line for bidding From: [1290, 1369, 1359, 1417]
panchayat-row: [383, 1683, 1134, 1698]
ohpc-th: EMD Amount in Rs.: [1085, 742, 1134, 795]
panchayat-cell: ୧୬/୧୨/୨୦୧୬: [461, 1564, 548, 1579]
panchayat-cell: ଯୋଜନା ଅଧିକାରୀ, ସଂପୃକ୍ତ GPTA, EO, GRS ଙ୍କ ସମେତ ଚିହ୍ନିତ NGO ଉପସ୍ଥିତି: [668, 1593, 1134, 1608]
water-item-label: 3. Bid Document Cost: [1151, 1312, 1239, 1323]
panchayat-cell: ଗ୍ରା.ପ. କାର୍ଯ୍ୟାଳୟ: [548, 1445, 667, 1460]
panchayat-cell: ଗ୍ରା.ପ. କାର୍ଯ୍ୟାଳୟ: [548, 1430, 667, 1445]
ad-osic: The Odisha Small Industries Corporation Ltd. ( A Government of Odisha Undertaking ) ( An ISO:9001:2008 certified Govt.Company) Industrial Estate, Madhupatna, CUTTACK – 753 010. Odisha. Tel No. : 0671-2344992, 2342606 Fax : 0671-2341875 / 2342561 e-mail: osicltd@rediffmail.com osicltd@nic.in Opportunity for "The Innovative Youth of Odisha" APPLICATIONS INVITED The OSIC Ltd., Cuttack on behalf of Department of Micro, Small & Medium Enterprises, Government of Odisha invites applications from the eligible Youth of Odisha ( age between 13 Yr. to 35 Yr.) to avail Financial Assistance under "Odisha Youth Innovation Fund", for these / demonstrable products, prototype patents, incubated products or services / development of any enterprise based on eligible innovative idea/ products/ services . The person who has already been awarded under the scheme is not eligible to apply. Financial Assistance: I) Rs.50,000 for any new idea II) Rs.1,00,000 for any demonstrative product, prototypes, patents, incubated products or services III) Rs.3,00,000 for development of any enterprise based on eligible innovative idea/ products/ services as prize money as a part of state level felicitation. How to apply: Application in prescribed form is available at Odisha Small Industries Corporation Ltd., Cuttack / MSME Website, / OSIC Website: www.osicltd.in . Duly filed in application along with documents may be submitted to Managing Director, Odisha Small Industries Corporation Ltd., Madhupatna, Cuttack-753010 by 31st December'2016. (Fax No: 0671-2341875 / 2342561 E-mail: osicltd@nic.in) For details please contact: Joint Manager (Mktg.), OSIC Ltd., Madhupatna, Cuttack-10 Tele Phone No - 0671-2343790 Sd/- (DR. PARTHA SARATHI MISHRA, IAS) MANAGING DIRECTOR: [1146, 1528, 1496, 2304]
panchayat-row: [383, 1564, 1134, 1579]
panchayat-cell: ଗୁମାଡ଼ିହି: [383, 1519, 462, 1534]
govt-schedule: [768, 1161, 1134, 1213]
water-table: [1151, 1369, 1491, 1465]
story1-body: ଖୁଣ୍ଟା, ୨/୧୨ (ଡି.ନ୍ୟୁ.ସେ.)– ଜନାକୁ ୯, ବରଜୁ ୨୪ ବର୍ଷ। ଗୁରୁବାର ରାତ୍ରରେ ମୟୂରଭଞ୍ଜ ଜିଲ୍ଲା ଗୋରୁମହିଷାଣୀ ଥାନା ଅଞ୍ଚଳର ଗ୍ରାମରେ ବିବାହ ହେବା ପୂର୍ବରୁ ସୂଚନା ପାଇ ପ୍ରଶାସନ ପହଞ୍ଚି ନାବାଳିକାକୁ ଉଦ୍ଧାର କରିଛି। ଗ୍ରାମର ଲୋକମାନଙ୍କ ସହଯୋଗରେ ପୋଲିସ ଓ ଶିଶୁ ସୁରକ୍ଷା ବିଭାଗ କର୍ମଚାରୀ ଘଟଣାସ୍ଥଳରେ ପହଞ୍ଚି ବାଳିକାର ପରିବାରକୁ ବୁଝାଇଥିଲେ। ନାବାଳିକାର ଶିକ୍ଷା ସମାପ୍ତ ହେବା ପରେ ବିବାହ କରିବେ ବୋଲି ପରିବାର ଲୋକେ ଲିଖିତ ପ୍ରତିଶ୍ରୁତି ଦେଇଛନ୍ତି। ପୋଲିସ ପକ୍ଷରୁ ତଦନ୍ତ ଚାଲିଛି ଏବଂ ଏହିଭଳି ଘଟଣା ଉପରେ ନଜର ରଖାଯାଇଛି।: [4, 183, 370, 280]
cyan-dot: [694, 2312, 716, 2334]
osic-fin-num: III): [1151, 1814, 1164, 1827]
mrampur-row: [383, 1896, 952, 1949]
ohpc-td: 1.: [769, 794, 793, 882]
panchayat-cell: ୦୯/୧୨/୨୦୧୬: [461, 1474, 548, 1489]
panchayat-cell: ୨୨/୧୨/୨୦୧୬: [461, 1638, 548, 1653]
panchayat-cell: ୧୪/୧୨/୨୦୧୬: [461, 1534, 548, 1549]
panchayat-cell: ଗ୍ରା.ପ. କାର୍ଯ୍ୟାଳୟ: [548, 1579, 667, 1594]
panchayat-cell: ଲୁହାକାଣି: [383, 1489, 462, 1504]
ohpc-dates: [768, 885, 1134, 960]
panchayat-cell: ସାରିଙ୍ଗା: [383, 1668, 462, 1683]
ohpc-th: Sl. No.: [769, 742, 793, 795]
govt-td: ୧: [769, 1196, 821, 1213]
panchayat-row: [383, 1534, 1134, 1549]
ohpc-date-cell: The last date & time of receipt of tenders: [769, 914, 984, 931]
panchayat-cell: ଭାଲୁପାଲି: [383, 1698, 462, 1713]
story-sukanta: [378, 68, 1496, 368]
mrampur-td: Mini High Mast Light 45 LEDs Light Power consumption 45W-4 Nos. with 08 mtr. G.I.M.S. Pole and 04 Nos. of Arms (Street Light): [408, 1948, 592, 2001]
panchayat-cell: ସାହାଜପାଲି: [383, 1549, 462, 1564]
panchayat-cell: ଟେମରି: [383, 1579, 462, 1594]
story2-photo-caption: ସାଇକେଲ ମରାମତି କରୁଥିବା ସୁକାନ୍ତ ପାତ୍ର।: [1222, 344, 1428, 358]
panchayat-row: [383, 1549, 1134, 1564]
govt-head-row: [769, 1162, 1134, 1179]
panchayat-cell: ୨୭/୧୨/୨୦୧୬: [461, 1698, 548, 1713]
panchayat-cell: ଯୋଜନା ଅଧିକାରୀ, ସଂପୃକ୍ତ GPTA, EO, GRS ଙ୍କ ସମେତ ଚିହ୍ନିତ NGO ଉପସ୍ଥିତି: [668, 1683, 1134, 1698]
osac-dates: [1153, 555, 1489, 596]
dateline: ଭୁବନେଶ୍ୱର, ଶନିବାର, ୩ ଡିସେମ୍ବର: [106, 6, 306, 22]
mrampur-th: Approximate value of Work: [592, 1855, 751, 1896]
water-td: Chief Construction Engineer, RRIP, Dhenkanal: [1152, 1417, 1226, 1465]
water-item: [1151, 1301, 1491, 1312]
ohpc-td: Maintenance of 5×60MW+2×75 MW Hydro Generating Units and other Equipments with their Auxiliaries, Turbine and Turbine Auxiliary systems, Illumination System, GTS, Oil Purifier and all equipments of valve House of Balimela Hydro Electric Project, Balimela for a period of one year.: [792, 794, 997, 882]
story2-headline: ସକ୍ଷମଙ୍କଠାରୁ କମ୍ ନୁହନ୍ତି ସୁକାନ୍ତ: [581, 69, 1293, 129]
mrampur-head-row: [383, 1855, 952, 1896]
panchayat-cell: ୧୭/୧୨/୨୦୧୬: [461, 1579, 548, 1594]
osac-date-cell: Opening of tender: [1155, 582, 1244, 595]
ohpc-date-cell: The date & time of opening of Techno-commercial offer: [769, 931, 984, 960]
ad-works-department: WORKS DEPARTMENT, OFFICE OF THE EXECUTIVE ENGINEER, MAYURBHANJ (R&B) DIVISION, BARIPADA Email: bpd@eerb@rediffmail.com Government of Odisha "e" Procurement Notice Bid Identification No.- E.E.- 19/2016-17 1. Number of Works - 3 (Three) number of works 2. Approximate estimated cost : Rs. 8.59 Lakhs to Rs. 43.09 Lakhs 3. Period of Completion: 1 (One) & 3 (Three) Calendar Months 4. Date & Time of availability of bid documents in the portal: Dt.08.12.2016 to 12.12.2016 5. Last Date / Time of receipt of bid in the portal: Dt.12.12.2016 upto 4.00PM 6. Date of opening of Bid: Dt.15.12.2016 at 11.00AM 7. Name & address of the Office inviting Bid: Executive Engineer, Mayurbhanj (R&B) Division, Baripada Further details can be seen from the e-procurement portal http://www.tendersodisha.gov.in Sd/- Executive Engineer, Mayurbhanj (R&B) Division: [4, 935, 370, 1140]
panchayat-cell: ତାରିଖ: [461, 1400, 548, 1415]
panchayat-row: [383, 1593, 1134, 1608]
masthead: [0, 0, 1500, 62]
ad-water-resources: GOVT. OF ODISHA DEPARTMENT OF WATER RESOURCES O/O THE CHIEF CONSTRUCTION ENGINEER, RENGALI RIGHT IRRIGATION PROJECT, DHENKANAL E mail Id :- ccerrip@gmail.com 'e' Procurement Notice No.879-A: The Chief Construction Engineer, Rengali Right Irrigation Project, Mahisapat ,Dhenkanal on behalf of the Governor of Odisha invites percentage rate bids in online mode for the work as detailed below:- 1. Name of the work : EXCAVATION OF NARSINGHPUR BRANCH CANAL FROM RD 6.00 KM TO 9.00 KM INCLUDING CONSTRUCTION OF STRUCTURES, LINING AND SERVICE ROAD, PACKAGE NO. 6(D) OF RBC PHASE-II OF RRP. 2. Tender Cost : Rs.1265.28 lakhs 3. Bid Document Cost : Rs. 10,500.00 (including VAT 5%) 4. Bid Security : Rs.12,65,300.00 5. Class of Contractor : Super Class & equivalent 6. Period of Completion : 17 calendar months (517 days) 7. Other details are as follows: Procurement Officer Bid Identification No. Availability of Tender On-line for bidding From Availability of Tender On-line for bidding To Date of opening of Technical Bid (Cover-I) Chief Construction Engineer, RRIP, Dhenkanal CCERRIP 08 of 2016-17 08.12.2016 10.00 AM 26.12.2016 5.00 PM 30.12.2016 11.00AM 8. For further details and on line bidding, visit Govt. website www. tendersorissa.gov.in. 32351/11/0009/1617 Sd/- Chief Construction Engineer Rengali Right Irrigation Project: [1146, 1138, 1496, 1520]
mrampur-td: 2: [383, 1948, 409, 2001]
osac-date-cell: : 24.12.2016 till 4.30 P.M.: [1344, 554, 1468, 567]
masthead-divider: [90, 4, 92, 54]
govt-th: କ୍ର.ସଂ.: [769, 1162, 821, 1179]
mrampur-th: For the year: [913, 1855, 952, 1896]
water-td: 30.12.2016 11.00AM: [1426, 1417, 1491, 1465]
ad-odisha-govt-notification: ଓଡ଼ିଶା ସରକାର ଗୃହନିର୍ମାଣ ଓ ନଗର ଉନ୍ନୟନ ବିଭାଗ ଅଧିସୂଚନା ତାରିଖ: ୨୨/୧୧/୨୦୧୬ No. 237-C-O:- ସଂଖ୍ୟା– ଏଲେକ୍ସନ–୧୩୪/୨୦୧୬ ୨୭୬୫୦/ ଓଡ଼ିଶା ମ୍ୟୁନିସିପାଲ ଅଧିନିୟମ, ୧୯୫୦ (୧୯୫୦ ର ଓଡ଼ିଶା ଅଧିନିୟମ ୨୩) ର ଧାରା ୪ ଉପଧାରା (୪) ଦ୍ୱାରା ପ୍ରଦତ୍ତ କ୍ଷମତା ବଳରେ ଓଡ଼ିଶା ରାଜ୍ୟପାଳ ନିମ୍ନ ଅନୁସୂଚୀରେ ବର୍ଣ୍ଣିତ ଗ୍ରାମକୁ ବିଜ୍ଞାପିତ ଅଞ୍ଚଳରେ ସାମିଲ କରିବା ପାଇଁ ବିଜ୍ଞପ୍ତି ଜାରି କରୁଛନ୍ତି। ଅନୁସୂଚୀ କ୍ର.ସଂ. ଗ୍ରାମର ନାମ ସମ୍ପୃକ୍ତ ଗ୍ରା.ପ.ର ନାମ ବ୍ଲକ୍ ନାମ ୧ ୨ ୩ ୪ ୧ ଚନ୍ଦ୍ରଶେଖରପୁର ତମ୍ପାଡ଼ା ତମ୍ପାଡ଼ା ଉପରୋକ୍ତ ବିଜ୍ଞପ୍ତି ପ୍ରକାଶନର ପନ୍ଦର ଦିନ ମଧ୍ୟରେ ଯଦି କୌଣସି ବ୍ୟକ୍ତିଙ୍କର ଆପତ୍ତି ଥାଏ, ତେବେ ସେମାନେ ନିଜର ଲିଖିତ ଆପତ୍ତି ସଚିବ, ଗୃହନିର୍ମାଣ ଓ ନଗର ଉନ୍ନୟନ ବିଭାଗ, ଓଡ଼ିଶା ସରକାରଙ୍କ ନିକଟରେ ଦାଖଲ କରିପାରିବେ। ନିର୍ଦ୍ଧାରିତ ସମୟ ପରେ ପ୍ରାପ୍ତ ଆପତ୍ତି ବିଚାରକୁ ନିଆଯିବ ନାହିଁ। ରାଜ୍ୟପାଳଙ୍କ ଆଦେଶକ୍ରମେ 13001/11/0018/1617 ସ୍ୱା./– ନିର୍ଦ୍ଦେଶକ, ପୌର ପ୍ରଶାସନ–ତଥା– ପଦମୂଳ ଯୁଗ୍ମ ଶାସନ ସଚିବ: [764, 1012, 1138, 1337]
panchayat-cell: ଯୋଜନା ଅଧିକାରୀ, ସଂପୃକ୍ତ GPTA, EO, GRS ଙ୍କ ସମେତ ଚିହ୍ନିତ NGO ଉପସ୍ଥିତି: [668, 1564, 1134, 1579]
panchayat-cell: ଗ୍ରା.ପ. କାର୍ଯ୍ୟାଳୟ: [548, 1534, 667, 1549]
osic-fin-text: Rs.1,00,000 for any demonstrative product, prototypes, patents, incubated products or services: [1185, 1786, 1473, 1813]
panchayat-row: [383, 1415, 1134, 1430]
water-item-label: 6. Period of Completion: [1151, 1346, 1246, 1357]
works-line: Further details can be seen from the e-procurement portal http://www.tendersodisha.gov.in: [8, 1096, 239, 1118]
osac-date-row: [1153, 555, 1489, 569]
yellow-dot: [754, 2312, 776, 2334]
mrampur-th: Item: [408, 1855, 592, 1896]
panchayat-cell: ଗୁଡ଼ିଆଲି: [383, 1445, 462, 1460]
water-td: CCERRIP 08 of 2016-17: [1226, 1417, 1291, 1465]
panchayat-cell: ଗ୍ରା.ପ. କାର୍ଯ୍ୟାଳୟ: [548, 1474, 667, 1489]
ohpc-td: Rs. 95000/-: [1085, 794, 1134, 882]
panchayat-cell: ୧୦/୧୨/୨୦୧୬: [461, 1489, 548, 1504]
panchayat-row: [383, 1519, 1134, 1534]
panchayat-cell: ୦୭/୧୨/୨୦୧୬: [461, 1445, 548, 1460]
panchayat-cell: ୧୨/୧୨/୨୦୧୬: [461, 1504, 548, 1519]
story2-body: ପାଟଣାଗଡ଼, ୨/୧୨(ନି.ପ୍ର.)– ସେ ଜଣେ ଭିନ୍ନକ୍ଷମ। କିନ୍ତୁ ତାଙ୍କ କାର୍ଯ୍ୟଦକ୍ଷତା ଦେଖି ସମସ୍ତେ ଆଶ୍ଚର୍ଯ୍ୟ ହୋଇଯାଆନ୍ତି। ନିଜ ପରିଶ୍ରମ ବଳରେ ସେ ସାଇକେଲ ମରାମତି ଦୋକାନ ଚଳାଇ ପରିବାର ପୋଷୁଛନ୍ତି। ଦୁଇ ହାତ ଅକ୍ଷମ ଥିଲେ ମଧ୍ୟ ସେ ଗୋଡ଼ ଓ ମନୋବଳ ସାହାଯ୍ୟରେ ସବୁ କାମ ସମ୍ପାଦନ କରନ୍ତି। ସରକାରୀ ସହାୟତା ଓ ଭତ୍ତା ପାଇବା ପାଇଁ ସେ ଅନେକ ଥର ଆବେଦନ କରିଛନ୍ତି ବୋଲି କହିଛନ୍ତି।: [378, 140, 1148, 181]
panchayat-cell: ଯୋଜନା ଅଧିକାରୀ, ସଂପୃକ୍ତ GPTA, EO, GRS ଙ୍କ ସମେତ ଚିହ୍ନିତ NGO ଉପସ୍ଥିତି: [668, 1430, 1134, 1445]
panchayat-cell: ଲାଇଡ଼ା: [383, 1638, 462, 1653]
water-item-label: 5. Class of Contractor: [1151, 1334, 1239, 1345]
